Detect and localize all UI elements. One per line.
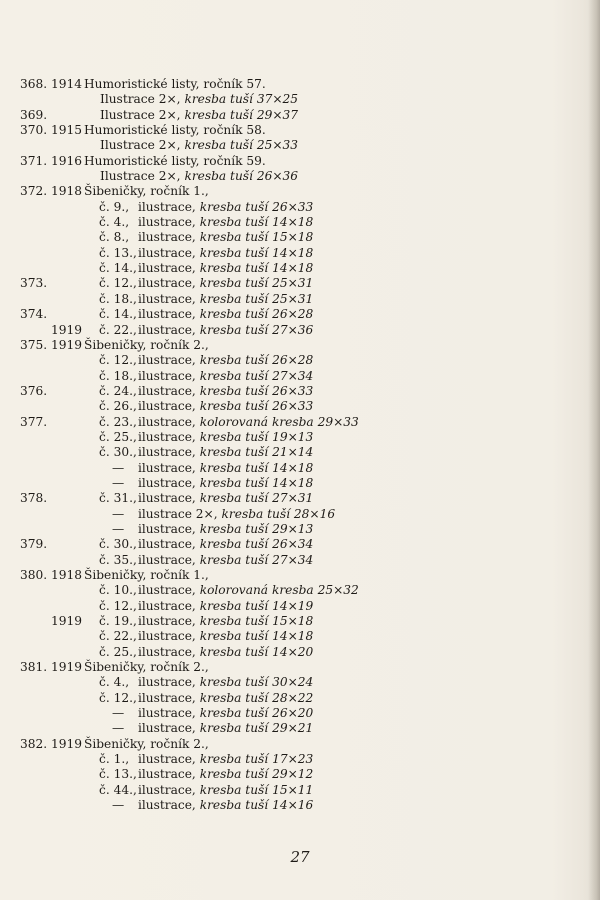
technique-and-size: kresba tuší 15×11 xyxy=(199,782,314,797)
technique-and-size: kresba tuší 15×18 xyxy=(199,614,314,629)
catalogue-line xyxy=(20,430,580,445)
catalogue-line xyxy=(20,169,580,184)
publication-title: Šibeničky, ročník 2., xyxy=(84,337,209,352)
technique-and-size: kresba tuší 27×36 xyxy=(199,322,314,337)
technique-and-size: kresba tuší 29×21 xyxy=(199,721,314,736)
technique-and-size: kresba tuší 28×16 xyxy=(221,506,336,521)
catalogue-line xyxy=(20,675,580,690)
illustration-label: ilustrace, xyxy=(138,322,200,337)
catalogue-line xyxy=(20,767,580,782)
publication-title: Šibeničky, ročník 1., xyxy=(84,568,209,582)
illustration-description xyxy=(138,476,313,491)
catalogue-line xyxy=(20,445,580,460)
illustration-label: ilustrace, xyxy=(138,261,200,276)
illustration-label: ilustrace, xyxy=(138,552,200,567)
issue-number: č. 18., xyxy=(99,291,137,306)
illustration-description xyxy=(138,307,313,322)
technique-and-size: kresba tuší 37×25 xyxy=(184,92,299,107)
entry-year: 1919 xyxy=(51,736,83,751)
illustration-label: ilustrace, xyxy=(138,276,200,291)
issue-number: č. 12., xyxy=(99,690,137,705)
entry-number: 376. xyxy=(20,383,48,398)
illustration-label: ilustrace, xyxy=(138,230,200,245)
illustration-description xyxy=(138,721,313,736)
issue-number: č. 44., xyxy=(99,782,137,797)
issue-number: č. 24., xyxy=(99,383,137,398)
illustration-label: ilustrace, xyxy=(138,629,200,644)
illustration-description xyxy=(138,323,313,338)
illustration-description xyxy=(138,246,313,261)
illustration-label: ilustrace, xyxy=(138,291,200,306)
catalogue-line xyxy=(20,323,580,338)
technique-and-size: kresba tuší 27×31 xyxy=(199,491,314,506)
catalogue-line xyxy=(20,230,580,245)
illustration-label: ilustrace, xyxy=(138,706,200,721)
ditto-dash: — xyxy=(112,721,125,736)
technique-and-size: kresba tuší 29×13 xyxy=(199,521,314,536)
illustration-description xyxy=(138,522,313,537)
illustration-description xyxy=(138,767,313,782)
catalogue-line xyxy=(20,599,580,614)
illustration-label: ilustrace, xyxy=(138,798,200,813)
catalogue-line xyxy=(20,261,580,276)
illustration-label: Ilustrace 2×, xyxy=(100,92,185,107)
entry-year: 1919 xyxy=(51,614,83,629)
ditto-dash: — xyxy=(112,475,125,490)
technique-and-size: kresba tuší 26×33 xyxy=(199,399,314,414)
illustration-label: ilustrace, xyxy=(138,353,200,368)
technique-and-size: kresba tuší 26×28 xyxy=(199,307,314,322)
technique-and-size: kresba tuší 26×36 xyxy=(184,169,299,184)
illustration-description xyxy=(100,169,298,184)
publication-title: Šibeničky, ročník 2., xyxy=(84,660,209,675)
illustration-label: ilustrace, xyxy=(138,752,200,767)
issue-number: č. 35., xyxy=(99,552,137,567)
catalogue-line xyxy=(20,476,580,491)
technique-and-size: kresba tuší 25×31 xyxy=(199,291,314,306)
catalogue-line xyxy=(20,461,580,476)
catalogue-line xyxy=(20,415,580,430)
illustration-description xyxy=(138,691,313,706)
entry-number: 370. xyxy=(20,123,48,138)
catalogue-line xyxy=(20,491,580,506)
illustration-description xyxy=(138,230,313,245)
technique-and-size: kresba tuší 14×18 xyxy=(199,245,314,260)
illustration-label: ilustrace, xyxy=(138,460,200,475)
illustration-label: ilustrace, xyxy=(138,215,200,230)
illustration-label: ilustrace, xyxy=(138,399,200,414)
page-edge-shadow xyxy=(588,0,600,900)
technique-and-size: kresba tuší 30×24 xyxy=(199,675,314,690)
issue-number: č. 1., xyxy=(99,752,130,767)
catalogue-line xyxy=(20,154,580,169)
catalogue-line xyxy=(20,706,580,721)
issue-number: č. 26., xyxy=(99,399,137,414)
catalogue-line xyxy=(20,108,580,123)
technique-and-size: kresba tuší 15×18 xyxy=(199,230,314,245)
illustration-description xyxy=(138,675,313,690)
issue-number: č. 13., xyxy=(99,245,137,260)
catalogue-line xyxy=(20,200,580,215)
illustration-label: ilustrace, xyxy=(138,721,200,736)
catalogue-line xyxy=(20,568,580,583)
issue-number: č. 25., xyxy=(99,429,137,444)
technique-and-size: kresba tuší 21×14 xyxy=(199,445,314,460)
entry-year: 1918 xyxy=(51,184,83,199)
illustration-description xyxy=(138,353,313,368)
issue-number: č. 14., xyxy=(99,261,137,276)
illustration-description xyxy=(138,553,313,568)
catalogue-entries xyxy=(20,77,580,814)
catalogue-line xyxy=(20,660,580,675)
technique-and-size: kresba tuší 14×16 xyxy=(199,798,314,813)
catalogue-line xyxy=(20,138,580,153)
illustration-label: ilustrace, xyxy=(138,245,200,260)
technique-and-size: kresba tuší 26×20 xyxy=(199,706,314,721)
publication-title: Šibeničky, ročník 1., xyxy=(84,184,209,199)
illustration-description xyxy=(138,384,313,399)
catalogue-line xyxy=(20,353,580,368)
catalogue-line xyxy=(20,276,580,291)
catalogue-line xyxy=(20,77,580,92)
catalogue-line xyxy=(20,522,580,537)
technique-and-size: kresba tuší 26×33 xyxy=(199,199,314,214)
catalogue-line xyxy=(20,338,580,353)
illustration-description xyxy=(138,783,313,798)
illustration-description xyxy=(138,276,313,291)
issue-number: č. 22., xyxy=(99,629,137,644)
publication-title: Humoristické listy, ročník 57. xyxy=(84,77,266,91)
issue-number: č. 9., xyxy=(99,199,130,214)
entry-number: 379. xyxy=(20,537,48,552)
entry-number: 369. xyxy=(20,107,48,122)
catalogue-line xyxy=(20,798,580,813)
illustration-label: ilustrace, xyxy=(138,445,200,460)
illustration-description xyxy=(138,215,313,230)
ditto-dash: — xyxy=(112,460,125,475)
illustration-label: ilustrace, xyxy=(138,475,200,490)
illustration-label: ilustrace, xyxy=(138,675,200,690)
issue-number: č. 19., xyxy=(99,614,137,629)
entry-number: 382. xyxy=(20,736,48,751)
ditto-dash: — xyxy=(112,506,125,521)
issue-number: č. 30., xyxy=(99,445,137,460)
technique-and-size: kresba tuší 26×28 xyxy=(199,353,314,368)
illustration-description xyxy=(138,583,359,598)
illustration-description xyxy=(100,108,298,123)
technique-and-size: kresba tuší 29×12 xyxy=(199,767,314,782)
illustration-label: ilustrace, xyxy=(138,690,200,705)
catalogue-line xyxy=(20,384,580,399)
illustration-label: ilustrace, xyxy=(138,307,200,322)
publication-title: Humoristické listy, ročník 59. xyxy=(84,153,266,168)
catalogue-line xyxy=(20,721,580,736)
illustration-label: ilustrace, xyxy=(138,644,200,659)
issue-number: č. 10., xyxy=(99,583,137,598)
publication-title: Humoristické listy, ročník 58. xyxy=(84,123,266,138)
issue-number: č. 12., xyxy=(99,276,137,291)
issue-number: č. 4., xyxy=(99,675,130,690)
catalogue-line xyxy=(20,246,580,261)
illustration-label: Ilustrace 2×, xyxy=(100,138,185,153)
ditto-dash: — xyxy=(112,521,125,536)
illustration-label: ilustrace, xyxy=(138,598,200,613)
illustration-description xyxy=(138,292,313,307)
catalogue-line xyxy=(20,737,580,752)
illustration-description xyxy=(138,430,313,445)
entry-year: 1919 xyxy=(51,322,83,337)
illustration-label: ilustrace, xyxy=(138,491,200,506)
illustration-description xyxy=(138,399,313,414)
issue-number: č. 12., xyxy=(99,353,137,368)
technique-and-size: kresba tuší 17×23 xyxy=(199,752,314,767)
catalogue-line xyxy=(20,645,580,660)
technique-and-size: kresba tuší 14×18 xyxy=(199,475,314,490)
catalogue-line xyxy=(20,399,580,414)
entry-year: 1919 xyxy=(51,337,83,352)
catalogue-line xyxy=(20,553,580,568)
entry-year: 1919 xyxy=(51,660,83,675)
entry-number: 381. xyxy=(20,660,48,675)
catalogue-line xyxy=(20,783,580,798)
technique-and-size: kolorovaná kresba 25×32 xyxy=(199,583,359,598)
catalogue-line xyxy=(20,369,580,384)
technique-and-size: kresba tuší 27×34 xyxy=(199,552,314,567)
issue-number: č. 14., xyxy=(99,307,137,322)
illustration-description xyxy=(138,798,313,813)
technique-and-size: kresba tuší 28×22 xyxy=(199,690,314,705)
illustration-label: ilustrace, xyxy=(138,614,200,629)
illustration-label: ilustrace, xyxy=(138,537,200,552)
entry-number: 374. xyxy=(20,307,48,322)
entry-number: 375. xyxy=(20,337,48,352)
entry-year: 1916 xyxy=(51,153,83,168)
technique-and-size: kresba tuší 25×33 xyxy=(184,138,299,153)
illustration-label: ilustrace, xyxy=(138,583,200,598)
issue-number: č. 30., xyxy=(99,537,137,552)
illustration-label: ilustrace, xyxy=(138,767,200,782)
illustration-description xyxy=(138,415,359,430)
technique-and-size: kolorovaná kresba 29×33 xyxy=(199,414,359,429)
catalogue-line xyxy=(20,123,580,138)
catalogue-line xyxy=(20,292,580,307)
illustration-label: ilustrace, xyxy=(138,521,200,536)
entry-year: 1915 xyxy=(51,123,83,138)
technique-and-size: kresba tuší 26×33 xyxy=(199,383,314,398)
illustration-label: ilustrace, xyxy=(138,199,200,214)
entry-number: 377. xyxy=(20,414,48,429)
entry-number: 378. xyxy=(20,491,48,506)
illustration-description xyxy=(138,537,313,552)
illustration-description xyxy=(138,261,313,276)
illustration-label: ilustrace, xyxy=(138,414,200,429)
catalogue-line xyxy=(20,629,580,644)
illustration-description xyxy=(138,645,313,660)
entry-number: 371. xyxy=(20,153,48,168)
technique-and-size: kresba tuší 14×18 xyxy=(199,460,314,475)
catalogue-line xyxy=(20,307,580,322)
catalogue-line xyxy=(20,215,580,230)
illustration-description xyxy=(138,491,313,506)
catalogue-line xyxy=(20,537,580,552)
catalogue-line xyxy=(20,92,580,107)
illustration-description xyxy=(100,92,298,107)
technique-and-size: kresba tuší 14×18 xyxy=(199,215,314,230)
ditto-dash: — xyxy=(112,706,125,721)
illustration-description xyxy=(138,614,313,629)
catalogue-line xyxy=(20,614,580,629)
entry-number: 368. xyxy=(20,77,48,91)
issue-number: č. 13., xyxy=(99,767,137,782)
technique-and-size: kresba tuší 14×19 xyxy=(199,598,314,613)
issue-number: č. 8., xyxy=(99,230,130,245)
technique-and-size: kresba tuší 25×31 xyxy=(199,276,314,291)
technique-and-size: kresba tuší 26×34 xyxy=(199,537,314,552)
technique-and-size: kresba tuší 14×18 xyxy=(199,629,314,644)
entry-year: 1918 xyxy=(51,568,83,582)
illustration-description xyxy=(138,200,313,215)
technique-and-size: kresba tuší 14×20 xyxy=(199,644,314,659)
illustration-description xyxy=(138,369,313,384)
technique-and-size: kresba tuší 27×34 xyxy=(199,368,314,383)
entry-number: 372. xyxy=(20,184,48,199)
illustration-description xyxy=(138,445,313,460)
illustration-label: Ilustrace 2×, xyxy=(100,107,185,122)
entry-year: 1914 xyxy=(51,77,83,91)
publication-title: Šibeničky, ročník 2., xyxy=(84,736,209,751)
illustration-description xyxy=(138,752,313,767)
entry-number: 380. xyxy=(20,568,48,582)
entry-number: 373. xyxy=(20,276,48,291)
technique-and-size: kresba tuší 19×13 xyxy=(199,429,314,444)
catalogue-line xyxy=(20,691,580,706)
illustration-label: Ilustrace 2×, xyxy=(100,169,185,184)
illustration-description xyxy=(138,706,313,721)
technique-and-size: kresba tuší 14×18 xyxy=(199,261,314,276)
issue-number: č. 22., xyxy=(99,322,137,337)
issue-number: č. 31., xyxy=(99,491,137,506)
illustration-label: ilustrace 2×, xyxy=(138,506,222,521)
illustration-description xyxy=(138,629,313,644)
issue-number: č. 4., xyxy=(99,215,130,230)
catalogue-line xyxy=(20,752,580,767)
issue-number: č. 18., xyxy=(99,368,137,383)
illustration-description xyxy=(138,507,335,522)
catalogue-line xyxy=(20,507,580,522)
illustration-label: ilustrace, xyxy=(138,368,200,383)
illustration-description xyxy=(100,138,298,153)
technique-and-size: kresba tuší 29×37 xyxy=(184,107,299,122)
illustration-label: ilustrace, xyxy=(138,429,200,444)
catalogue-line xyxy=(20,583,580,598)
issue-number: č. 12., xyxy=(99,598,137,613)
illustration-label: ilustrace, xyxy=(138,782,200,797)
issue-number: č. 23., xyxy=(99,414,137,429)
illustration-label: ilustrace, xyxy=(138,383,200,398)
issue-number: č. 25., xyxy=(99,644,137,659)
page-number: 27 xyxy=(290,848,310,866)
catalogue-line xyxy=(20,184,580,199)
illustration-description xyxy=(138,461,313,476)
ditto-dash: — xyxy=(112,798,125,813)
illustration-description xyxy=(138,599,313,614)
